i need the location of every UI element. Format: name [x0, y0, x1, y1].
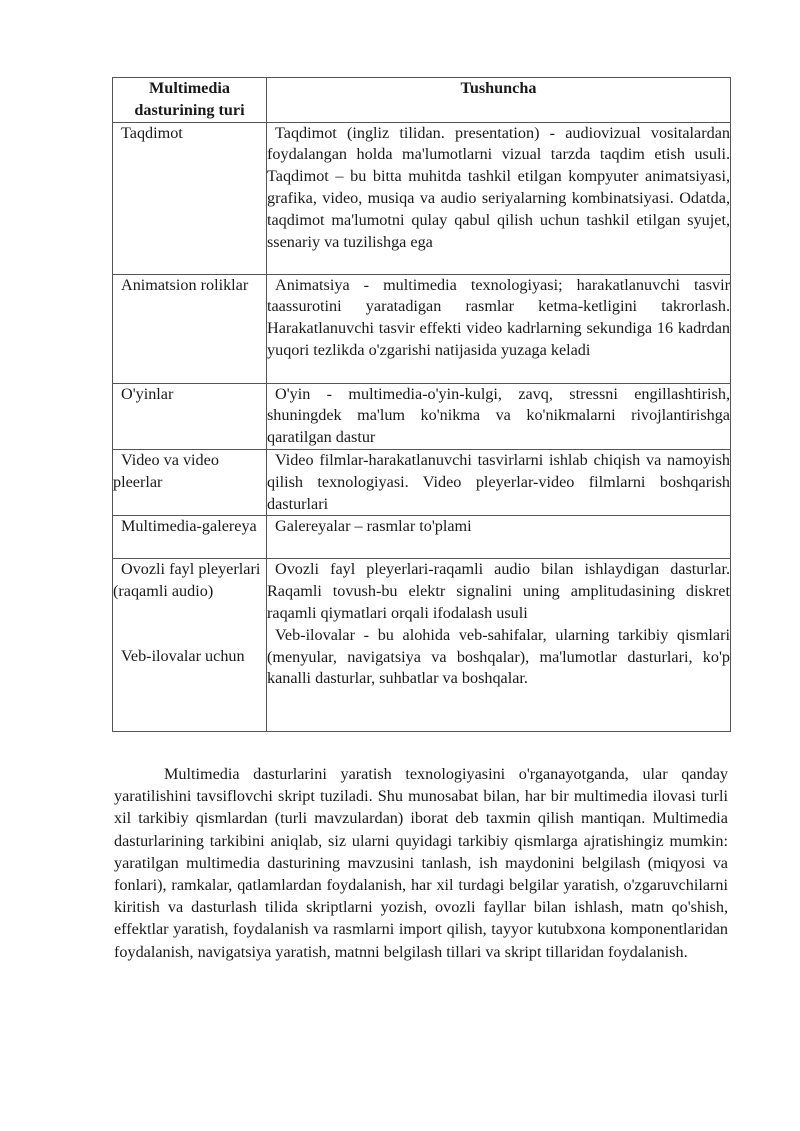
type-cell: Animatsion roliklar — [113, 274, 267, 383]
type-cell: Video va video pleerlar — [113, 449, 267, 515]
table-header-row — [113, 78, 731, 123]
description-cell: Video filmlar-harakatlanuvchi tasvirlarni ishlab chiqish va namoyish qilish texnologiyasi. Video pleyerlar-video filmlarni boshqarish dasturlari — [267, 449, 731, 515]
description-text-secondary: Veb-ilovalar - bu alohida veb-sahifalar, ularning tarkibiy qismlari (menyular, navigatsiya va boshqalar), ma'lumotlar dasturlari, ko'p kanalli dasturlar, suhbatlar va boshqalar. — [267, 625, 730, 688]
table-row — [113, 559, 731, 732]
description-cell — [267, 559, 731, 732]
type-text: Ovozli fayl pleyerlari (raqamli audio) — [113, 560, 261, 601]
type-cell: Taqdimot — [113, 122, 267, 274]
description-text: Ovozli fayl pleyerlari-raqamli audio bilan ishlaydigan dasturlar. Raqamli tovush-bu elektr signalini uning amplitudasining diskret raqamli qiymatlari orqali ifodalash usuli — [267, 560, 730, 622]
table-row — [113, 449, 731, 515]
description-cell: Animatsiya - multimedia texnologiyasi; harakatlanuvchi tasvir taassurotini yaratadigan rasmlar ketma-ketligini takrorlash. Harakatlanuvchi tasvir effekti video kadrlarning sekundiga 16 kadrdan yuqori tezlikda o'zgarishi natijasida yuzaga keladi — [267, 274, 731, 383]
description-cell: O'yin - multimedia-o'yin-kulgi, zavq, stressni engillashtirish, shuningdek ma'lum ko'nikma va ko'nikmalarni rivojlantirishga qaratilgan dastur — [267, 383, 731, 449]
description-cell: Galereyalar – rasmlar to'plami — [267, 516, 731, 559]
description-cell: Taqdimot (ingliz tilidan. presentation) - audiovizual vositalardan foydalangan holda ma'lumotlarni vizual tarzda taqdim etish usuli. Taqdimot – bu bitta muhitda tashkil etilgan kompyuter animatsiyasi, grafika, video, musiqa va audio seriyalarning kombinatsiyasi. Odatda, taqdimot ma'lumotni qulay qabul qilish uchun tashkil etilgan syujet, ssenariy va tuzilishga ega — [267, 122, 731, 274]
table-row — [113, 383, 731, 449]
type-cell — [113, 559, 267, 732]
body-paragraph: Multimedia dasturlarini yaratish texnologiyasini o'rganayotganda, ular qanday yaratilishini tavsiflovchi skript tuziladi. Shu munosabat bilan, har bir multimedia ilovasi turli xil tarkibiy qismlardan (turli mavzulardan) iborat deb taxmin qilish mantiqan. Multimedia dasturlarining tarkibini aniqlab, siz ularni quyidagi tarkibiy qismlarga ajratishingiz mumkin: yaratilgan multimedia dasturining mavzusini tanlash, ish maydonini belgilash (miqyosi va fonlari), ramkalar, qatlamlardan foydalanish, har xil turdagi belgilar yaratish, o'zgaruvchilarni kiritish va dasturlash tilida skriptlarni yozish, ovozli fayllar bilan ishlash, matn qo'shish, effektlar yaratish, foydalanish va rasmlarni import qilish, tayyor kutubxona komponentlaridan foydalanish, navigatsiya yaratish, matnni belgilash tillari va skript tillaridan foydalanish. — [114, 765, 728, 961]
table-row — [113, 122, 731, 274]
table-row — [113, 516, 731, 559]
table-row — [113, 274, 731, 383]
type-cell: Multimedia-galereya — [113, 516, 267, 559]
multimedia-types-table — [112, 77, 731, 732]
header-concept-column: Tushuncha — [267, 78, 731, 123]
type-cell: O'yinlar — [113, 383, 267, 449]
header-type-column: Multimedia dasturining turi — [113, 78, 267, 123]
type-text-secondary: Veb-ilovalar uchun — [121, 646, 245, 665]
